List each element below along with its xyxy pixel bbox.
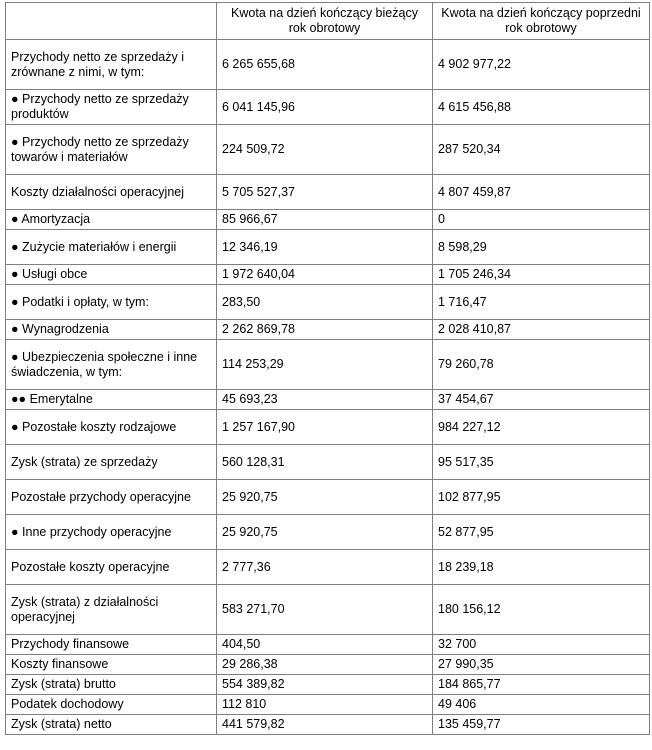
current-year-value: 283,50 — [217, 285, 433, 320]
row-label: ● Przychody netto ze sprzedaży towarów i materiałów — [6, 125, 217, 175]
financial-table — [5, 2, 650, 735]
current-year-value: 2 777,36 — [217, 550, 433, 585]
previous-year-value: 79 260,78 — [433, 340, 650, 390]
row-label: ● Amortyzacja — [6, 210, 217, 230]
row-label: ● Pozostałe koszty rodzajowe — [6, 410, 217, 445]
row-label: Koszty finansowe — [6, 655, 217, 675]
table-row — [6, 320, 650, 340]
current-year-value: 1 257 167,90 — [217, 410, 433, 445]
current-year-value: 560 128,31 — [217, 445, 433, 480]
current-year-value: 85 966,67 — [217, 210, 433, 230]
table-body — [6, 40, 650, 735]
table-row — [6, 715, 650, 735]
row-label: Zysk (strata) brutto — [6, 675, 217, 695]
previous-year-value: 4 902 977,22 — [433, 40, 650, 90]
current-year-value: 554 389,82 — [217, 675, 433, 695]
previous-year-value: 135 459,77 — [433, 715, 650, 735]
current-year-value: 224 509,72 — [217, 125, 433, 175]
previous-year-value: 4 615 456,88 — [433, 90, 650, 125]
row-label: Zysk (strata) z działalności operacyjnej — [6, 585, 217, 635]
previous-year-value: 49 406 — [433, 695, 650, 715]
current-year-value: 5 705 527,37 — [217, 175, 433, 210]
header-empty-cell — [6, 3, 217, 40]
table-row — [6, 285, 650, 320]
previous-year-value: 0 — [433, 210, 650, 230]
current-year-value: 12 346,19 — [217, 230, 433, 265]
row-label: ● Przychody netto ze sprzedaży produktów — [6, 90, 217, 125]
previous-year-value: 102 877,95 — [433, 480, 650, 515]
current-year-value: 45 693,23 — [217, 390, 433, 410]
previous-year-value: 984 227,12 — [433, 410, 650, 445]
current-year-value: 441 579,82 — [217, 715, 433, 735]
table-row — [6, 445, 650, 480]
table-row — [6, 585, 650, 635]
row-label: Zysk (strata) ze sprzedaży — [6, 445, 217, 480]
table-row — [6, 210, 650, 230]
previous-year-value: 8 598,29 — [433, 230, 650, 265]
previous-year-value: 1 716,47 — [433, 285, 650, 320]
previous-year-value: 37 454,67 — [433, 390, 650, 410]
row-label: Przychody netto ze sprzedaży i zrównane z nimi, w tym: — [6, 40, 217, 90]
header-row — [6, 3, 650, 40]
row-label: Pozostałe przychody operacyjne — [6, 480, 217, 515]
current-year-value: 583 271,70 — [217, 585, 433, 635]
previous-year-value: 180 156,12 — [433, 585, 650, 635]
row-label: Pozostałe koszty operacyjne — [6, 550, 217, 585]
table-row — [6, 635, 650, 655]
row-label: Przychody finansowe — [6, 635, 217, 655]
table-row — [6, 410, 650, 445]
current-year-value: 404,50 — [217, 635, 433, 655]
row-label: ● Zużycie materiałów i energii — [6, 230, 217, 265]
table-row — [6, 655, 650, 675]
current-year-value: 29 286,38 — [217, 655, 433, 675]
current-year-value: 1 972 640,04 — [217, 265, 433, 285]
current-year-value: 112 810 — [217, 695, 433, 715]
table-row — [6, 230, 650, 265]
table-row — [6, 390, 650, 410]
row-label: Zysk (strata) netto — [6, 715, 217, 735]
table-row — [6, 675, 650, 695]
row-label: ● Podatki i opłaty, w tym: — [6, 285, 217, 320]
table-row — [6, 480, 650, 515]
table-row — [6, 340, 650, 390]
row-label: Koszty działalności operacyjnej — [6, 175, 217, 210]
previous-year-value: 4 807 459,87 — [433, 175, 650, 210]
table-row — [6, 90, 650, 125]
current-year-value: 2 262 869,78 — [217, 320, 433, 340]
current-year-value: 114 253,29 — [217, 340, 433, 390]
table-row — [6, 695, 650, 715]
row-label: ● Usługi obce — [6, 265, 217, 285]
header-previous-year: Kwota na dzień kończący poprzedni rok obrotowy — [433, 3, 650, 40]
previous-year-value: 32 700 — [433, 635, 650, 655]
row-label: ● Ubezpieczenia społeczne i inne świadczenia, w tym: — [6, 340, 217, 390]
previous-year-value: 2 028 410,87 — [433, 320, 650, 340]
previous-year-value: 27 990,35 — [433, 655, 650, 675]
previous-year-value: 1 705 246,34 — [433, 265, 650, 285]
previous-year-value: 52 877,95 — [433, 515, 650, 550]
previous-year-value: 95 517,35 — [433, 445, 650, 480]
row-label: ● Inne przychody operacyjne — [6, 515, 217, 550]
current-year-value: 25 920,75 — [217, 480, 433, 515]
current-year-value: 6 041 145,96 — [217, 90, 433, 125]
header-current-year: Kwota na dzień kończący bieżący rok obrotowy — [217, 3, 433, 40]
row-label: ● Wynagrodzenia — [6, 320, 217, 340]
table-row — [6, 550, 650, 585]
table-row — [6, 515, 650, 550]
previous-year-value: 184 865,77 — [433, 675, 650, 695]
current-year-value: 25 920,75 — [217, 515, 433, 550]
table-row — [6, 175, 650, 210]
table-row — [6, 265, 650, 285]
row-label: ●● Emerytalne — [6, 390, 217, 410]
table-row — [6, 40, 650, 90]
previous-year-value: 287 520,34 — [433, 125, 650, 175]
table-row — [6, 125, 650, 175]
current-year-value: 6 265 655,68 — [217, 40, 433, 90]
row-label: Podatek dochodowy — [6, 695, 217, 715]
previous-year-value: 18 239,18 — [433, 550, 650, 585]
